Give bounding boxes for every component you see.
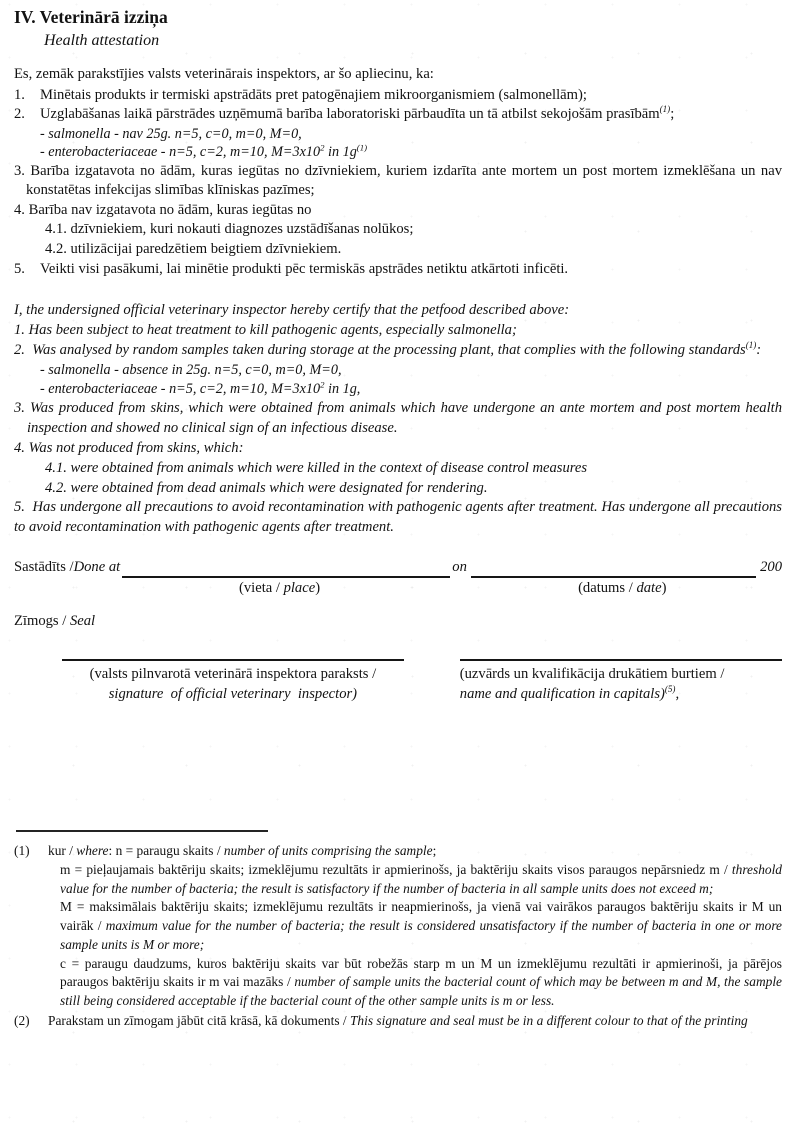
seal-label-en: Seal xyxy=(69,613,96,630)
lv-salmonella-criteria: - salmonella - nav 25g. n=5, c=0, m=0, M=0, xyxy=(40,125,302,142)
footnote-2-marker: (2) xyxy=(14,1012,30,1028)
done-at-row xyxy=(14,558,782,578)
lv-item-1-text: Minētais produkts ir termiski apstrādāts pret patogēnajiem mikroorganismiem (salmonellām); xyxy=(40,86,587,103)
name-qualification-caption xyxy=(460,664,782,704)
date-caption xyxy=(578,579,666,599)
en-intro: I, the undersigned official veterinary inspector hereby certify that the petfood described above: xyxy=(14,302,570,319)
place-caption xyxy=(239,579,320,599)
en-item-2-body: 2. Was analysed by random samples taken during storage at the processing plant, that complies with the following standards xyxy=(14,341,746,358)
footnote-ref-1: (1) xyxy=(745,339,757,350)
inspector-caption-lv: (valsts pilnvarotā veterinārā inspektora paraksts / xyxy=(89,665,377,682)
en-enterobacteriaceae-criteria xyxy=(40,380,782,399)
lv-entero-body: - enterobacteriaceae - n=5, c=2, m=10, M=3x10 xyxy=(40,144,321,161)
en-entero-body: - enterobacteriaceae - n=5, c=2, m=10, M=3x10 xyxy=(40,380,321,397)
date-caption-lv: (datums / xyxy=(578,579,637,596)
date-caption-close: ) xyxy=(661,579,667,596)
place-caption-lv: (vieta / xyxy=(239,579,284,596)
place-caption-en: place xyxy=(283,579,316,596)
section-title: IV. Veterinārā izziņa xyxy=(14,7,168,27)
done-at-label-en: Done at xyxy=(73,559,121,576)
name-qualification-block xyxy=(460,659,782,704)
name-caption-en xyxy=(460,684,782,704)
name-caption-comma: , xyxy=(675,685,680,702)
year-prefix: 200 xyxy=(760,559,782,576)
done-at-label-lv: Sastādīts / xyxy=(14,559,74,576)
english-attestation-section xyxy=(14,301,782,538)
blank-space xyxy=(14,704,782,830)
name-caption-en-text: name and qualification in capitals) xyxy=(459,685,665,702)
footnote-ref-5: (5) xyxy=(664,684,676,695)
footnote-1-intro-row xyxy=(14,842,782,861)
lv-item-5 xyxy=(14,260,782,280)
signature-row xyxy=(14,659,782,704)
name-qualification-line xyxy=(460,659,782,661)
lv-item-2 xyxy=(14,105,782,125)
lv-item-4-1: 4.1. dzīvniekiem, kuri nokauti diagnozes uzstādīšanas nolūkos; xyxy=(45,221,414,238)
footnote-2-text: Parakstam un zīmogam jābūt citā krāsā, kā dokuments / This signature and seal must be in a different colour to that of the printing xyxy=(48,1012,748,1028)
lv-item-3: 3. Barība izgatavota no ādām, kuras iegūtas no dzīvniekiem, kuriem izdarīta ante mortem un post mortem izmeklēšana un nav konstatētas infekcijas slimības klīniskas pazīmes; xyxy=(14,162,782,199)
en-item-4-2: 4.2. were obtained from dead animals which were designated for rendering. xyxy=(45,479,488,496)
footnote-2 xyxy=(14,1012,782,1031)
date-blank-line xyxy=(471,560,756,578)
footnote-1 xyxy=(14,842,782,1011)
lv-item-4: 4. Barība nav izgatavota no ādām, kuras iegūtas no xyxy=(14,201,312,218)
footnote-2-row xyxy=(14,1012,782,1031)
lv-item-1-number: 1. xyxy=(14,86,25,103)
lv-item-2-number: 2. xyxy=(14,106,25,123)
lv-item-5-number: 5. xyxy=(14,260,25,277)
section-subtitle: Health attestation xyxy=(44,31,160,49)
lv-item-2-body: Uzglabāšanas laikā pārstrādes uzņēmumā barība laboratoriski pārbaudīta un tā atbilst sekojošām prasībām xyxy=(40,106,660,123)
en-entero-unit: in 1g, xyxy=(324,380,361,397)
lv-item-2-text xyxy=(40,105,782,125)
footnote-1-def-m: m = pieļaujamais baktēriju skaits; izmeklējumu rezultāts ir apmierinošs, ja baktēriju skaits visos paraugos nepārsniedz m / threshold value for the number of bacteria; the result is satisfactory if the number of bacteria in all sample units does not exceed m; xyxy=(60,861,782,896)
lv-item-4-2: 4.2. utilizācijai paredzētiem beigtiem dzīvniekiem. xyxy=(45,240,342,257)
footnote-1-marker: (1) xyxy=(14,843,30,858)
en-item-4-1: 4.1. were obtained from animals which were killed in the context of disease control measures xyxy=(45,459,588,476)
en-item-2 xyxy=(14,341,782,361)
seal-label-lv: Zīmogs / xyxy=(14,613,70,630)
footnote-1-intro: kur / where: n = paraugu skaits / number of units comprising the sample; xyxy=(48,843,437,858)
inspector-signature-caption xyxy=(62,664,404,704)
done-captions-row xyxy=(14,579,782,599)
en-item-5: 5. Has undergone all precautions to avoid recontamination with pathogenic agents after treatment. Has undergone all precautions to avoid recontamination with pathogenic agents after treatment. xyxy=(14,499,782,536)
footnote-ref-1: (1) xyxy=(659,104,671,115)
inspector-caption-en: signature of official veterinary inspector) xyxy=(108,685,358,702)
date-caption-en: date xyxy=(636,579,662,596)
exponent: 2 xyxy=(320,379,325,390)
place-caption-close: ) xyxy=(315,579,321,596)
lv-entero-unit: in 1g xyxy=(324,144,357,161)
footnote-1-def-M: M = maksimālais baktēriju skaits; izmeklējumu rezultāts ir neapmierinošs, ja vienā vai vairākos paraugos baktēriju skaits ir M un vairāk / maximum value for the number of bacteria; the result is considered unsatisfactory if the number of bacteria in one or more sample units is M or more; xyxy=(60,899,782,952)
en-item-4: 4. Was not produced from skins, which: xyxy=(14,439,244,456)
footnote-ref-1: (1) xyxy=(356,142,368,153)
inspector-signature-block xyxy=(62,659,404,704)
en-salmonella-criteria: - salmonella - absence in 25g. n=5, c=0, m=0, M=0, xyxy=(40,361,342,378)
en-item-1: 1. Has been subject to heat treatment to kill pathogenic agents, especially salmonella; xyxy=(14,321,517,338)
inspector-signature-line xyxy=(62,659,404,661)
name-caption-lv: (uzvārds un kvalifikācija drukātiem burtiem / xyxy=(459,665,725,682)
lv-item-1 xyxy=(14,86,782,106)
en-item-2-tail: : xyxy=(756,341,762,358)
lv-intro: Es, zemāk parakstījies valsts veterinārais inspektors, ar šo apliecinu, ka: xyxy=(14,66,434,83)
footnote-divider xyxy=(16,830,268,832)
place-blank-line xyxy=(122,560,450,578)
lv-item-5-text: Veikti visi pasākumi, lai minētie produkti pēc termiskās apstrādes netiktu atkārtoti inficēti. xyxy=(40,260,569,277)
footnote-1-def-c: c = paraugu daudzums, kuros baktēriju skaits var būt robežās starp m un M un izmeklējumu rezultāti ir apmierinoši, ja pārējos paraugos baktēriju skaits ir m vai mazāks / number of sample units the bacterial count of which may be between m and M, the sample still being considered acceptable if the bacterial count of the other sample units is m or less. xyxy=(60,955,782,1009)
seal-label xyxy=(14,612,782,632)
done-at-label xyxy=(14,558,120,578)
exponent: 2 xyxy=(320,142,325,153)
lv-item-2-tail: ; xyxy=(670,106,675,123)
footnote-1-definitions xyxy=(60,861,782,1011)
lv-enterobacteriaceae-criteria xyxy=(40,143,782,161)
en-item-3: 3. Was produced from skins, which were obtained from animals which have undergone an ante mortem and post mortem health inspection and showed no clinical sign of an infectious disease. xyxy=(14,400,782,437)
on-label: on xyxy=(452,559,467,576)
